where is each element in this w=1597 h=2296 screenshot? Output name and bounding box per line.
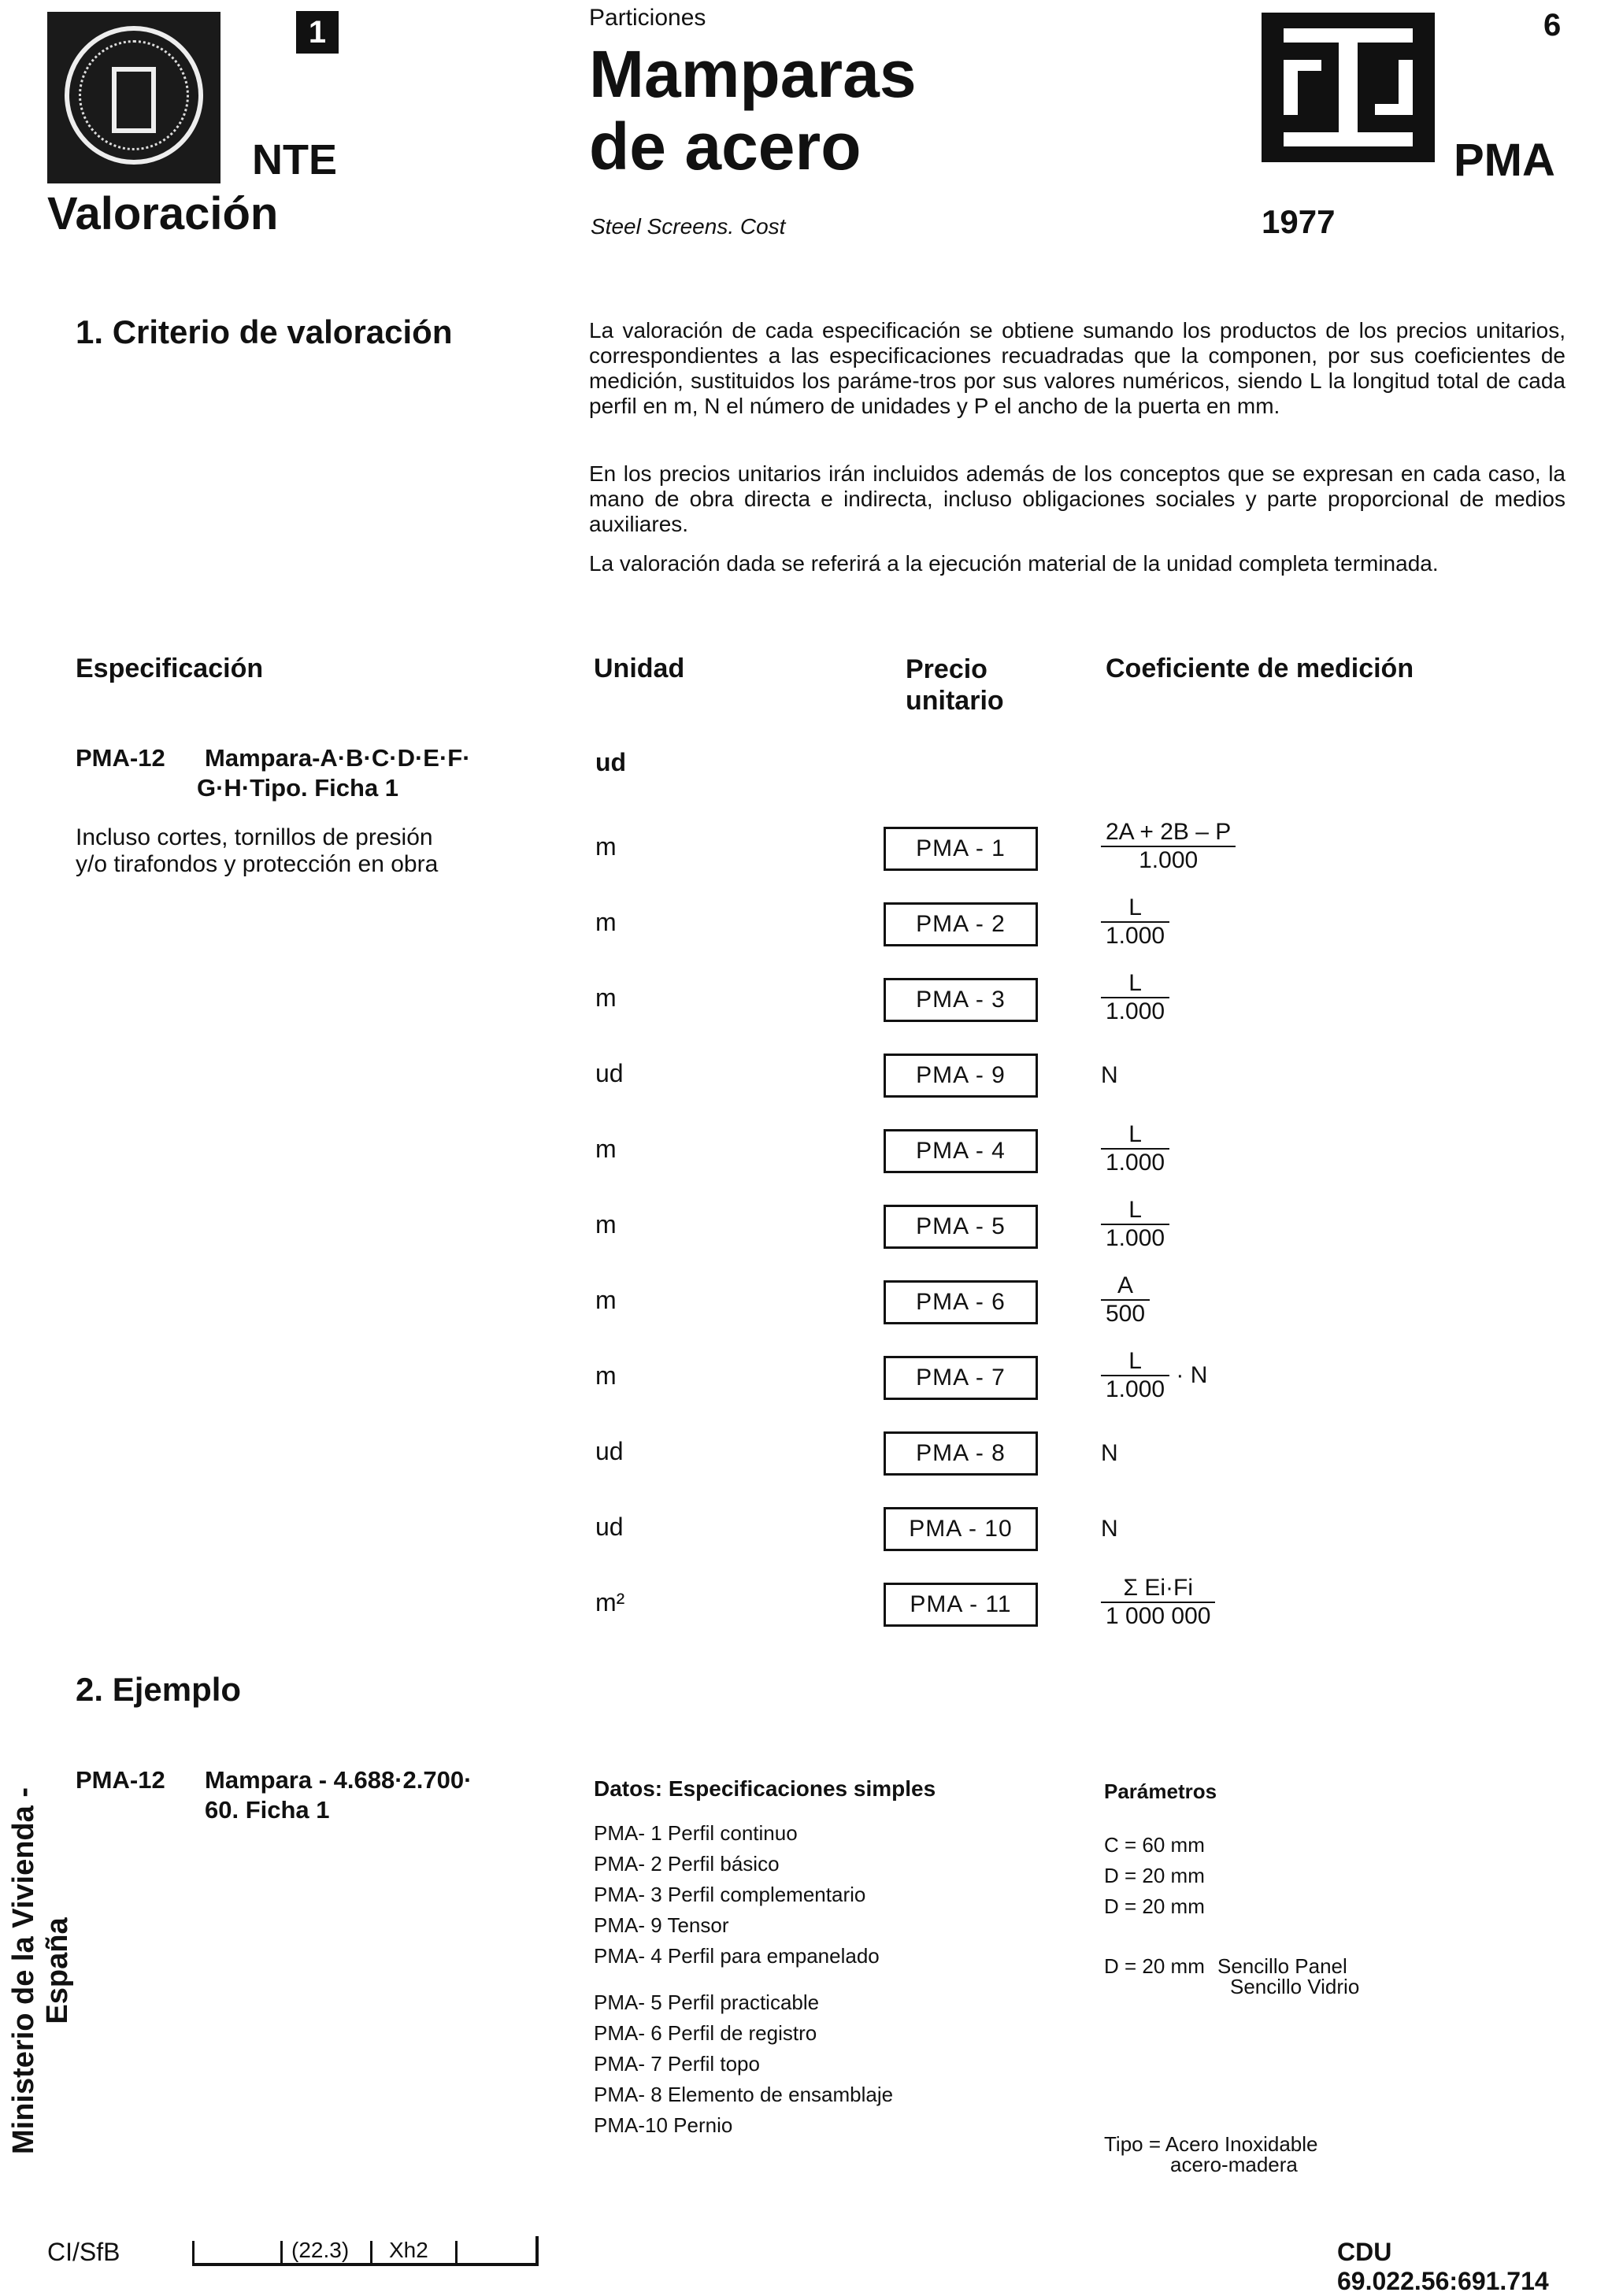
row-coefficient: $\frac{\text{Σ Ei·Fi}}{1 000 000}$ [1101, 1575, 1215, 1630]
page-category: Valoración [47, 188, 279, 239]
list-item: PMA- 6 Perfil de registro [594, 2021, 817, 2045]
bar-tick [370, 2241, 372, 2265]
criterio-heading: 1. Criterio de valoración [76, 313, 453, 350]
includes-line-2: y/o tirafondos y protección en obra [76, 851, 439, 877]
row-unit: ud [595, 1059, 624, 1087]
nte-label: NTE [252, 136, 337, 183]
row-unit: m [595, 1135, 617, 1163]
list-item: D = 20 mm [1104, 1864, 1205, 1887]
param-note-2: Sencillo Vidrio [1230, 1975, 1360, 1998]
classification-bar [192, 2263, 539, 2266]
col-especificacion: Especificación [76, 654, 264, 683]
ejemplo-spec-title [76, 1765, 472, 1795]
datos-list [594, 1818, 893, 2141]
col-unidad: Unidad [594, 654, 685, 683]
parametro-d-note [1104, 1954, 1360, 1998]
spec-line-1: Mampara-A·B·C·D·E·F· [205, 744, 471, 772]
ministry-seal-logo [47, 12, 220, 183]
row-unit: m [595, 1210, 617, 1239]
bar-tick [280, 2241, 283, 2265]
row-coefficient: $\frac{L}{1.000}$ · N [1101, 1348, 1207, 1403]
list-item: PMA- 8 Elemento de ensamblaje [594, 2083, 894, 2106]
spec-includes [76, 824, 540, 878]
title-line-1: Mamparas [589, 37, 917, 111]
list-item: PMA- 1 Perfil continuo [594, 1821, 798, 1845]
list-item: PMA- 4 Perfil para empanelado [594, 1944, 880, 1968]
cisfb-label: CI/SfB [47, 2238, 120, 2266]
row-unit: ud [595, 1513, 624, 1541]
row-unit: m [595, 832, 617, 861]
page-title [589, 38, 917, 183]
row-coefficient: $\frac{L}{1.000}$ [1101, 894, 1169, 950]
document-code: PMA [1454, 135, 1555, 186]
tipo-line-1: Tipo = Acero Inoxidable [1104, 2132, 1318, 2156]
param-d: D = 20 mm [1104, 1954, 1205, 1978]
row-coefficient: $\frac{L}{1.000}$ [1101, 970, 1169, 1025]
row-price-code: PMA - 11 [884, 1583, 1038, 1627]
classification-2: Xh2 [389, 2238, 428, 2262]
row-price-code: PMA - 4 [884, 1129, 1038, 1173]
row-price-code: PMA - 10 [884, 1507, 1038, 1551]
col-precio-line-2: unitario [906, 686, 1004, 716]
year: 1977 [1262, 203, 1336, 240]
row-price-code: PMA - 5 [884, 1205, 1038, 1249]
row-price-code: PMA - 8 [884, 1431, 1038, 1476]
ejemplo-heading: 2. Ejemplo [76, 1671, 242, 1708]
tipo-note [1104, 2134, 1318, 2175]
row-price-code: PMA - 1 [884, 827, 1038, 871]
row-unit: m [595, 908, 617, 936]
section-name: Particiones [589, 5, 706, 31]
page-number: 6 [1543, 8, 1562, 43]
list-item: PMA- 2 Perfil básico [594, 1852, 780, 1876]
row-coefficient: $\frac{2A + 2B - P}{1.000}$ [1101, 819, 1236, 874]
criterio-paragraph-1: La valoración de cada especificación se obtiene sumando los productos de los precios unitarios, correspondientes a las especificaciones recuadradas que la componen, por sus coeficientes de medición, sustituidos los paráme-tros por sus valores numéricos, siendo L la longitud total de cada perfil en m, N el número de unidades y P el ancho de la puerta en mm. [589, 318, 1566, 418]
col-precio-line-1: Precio [906, 654, 987, 684]
row-unit: m [595, 983, 617, 1012]
classification-1: (22.3) [291, 2238, 350, 2262]
row-unit: ud [595, 1437, 624, 1465]
list-item: PMA- 9 Tensor [594, 1913, 729, 1937]
row-price-code: PMA - 2 [884, 902, 1038, 946]
row-price-code: PMA - 7 [884, 1356, 1038, 1400]
ejemplo-spec-line-1: Mampara - 4.688·2.700· [205, 1766, 472, 1794]
datos-heading: Datos: Especificaciones simples [594, 1776, 936, 1801]
parametros-list [1104, 1830, 1205, 1922]
row-coefficient: $\frac{L}{1.000}$ [1101, 1121, 1169, 1176]
bar-tick [455, 2241, 458, 2265]
row-coefficient: N [1101, 1440, 1118, 1466]
list-item: PMA- 5 Perfil practicable [594, 1990, 820, 2014]
list-item: PMA- 3 Perfil complementario [594, 1883, 866, 1906]
row-coefficient: N [1101, 1062, 1118, 1088]
list-item: D = 20 mm [1104, 1894, 1205, 1918]
row-price-code: PMA - 9 [884, 1054, 1038, 1098]
cdu-code: CDU 69.022.56:691.714 [1337, 2238, 1549, 2295]
row-coefficient: N [1101, 1516, 1118, 1542]
list-item: PMA- 7 Perfil topo [594, 2052, 760, 2076]
tipo-line-2: acero-madera [1170, 2153, 1298, 2176]
row-unit: m [595, 1286, 617, 1314]
param-note-1: Sencillo Panel [1217, 1954, 1347, 1978]
spec-code: PMA-12 [76, 744, 165, 772]
title-line-2: de acero [589, 109, 861, 183]
english-subtitle: Steel Screens. Cost [591, 214, 786, 239]
row-price-code: PMA - 3 [884, 978, 1038, 1022]
pma-logo [1262, 13, 1435, 162]
row-unit: m [595, 1361, 617, 1390]
col-coeficiente: Coeficiente de medición [1106, 654, 1414, 683]
list-item: C = 60 mm [1104, 1833, 1205, 1857]
row-coefficient: $\frac{A}{500}$ [1101, 1272, 1150, 1328]
criterio-paragraph-3: La valoración dada se referirá a la ejecución material de la unidad completa terminada. [589, 551, 1439, 576]
bar-tick [535, 2236, 539, 2266]
row-coefficient: $\frac{L}{1.000}$ [1101, 1197, 1169, 1252]
spec-unit: ud [595, 748, 627, 776]
list-item: PMA-10 Pernio [594, 2113, 733, 2137]
col-precio-unitario [906, 654, 1004, 717]
row-unit: m² [595, 1588, 625, 1616]
spec-line-2: G·H·Tipo. Ficha 1 [197, 774, 399, 802]
spec-title [76, 743, 471, 773]
bar-tick [192, 2241, 195, 2265]
ejemplo-spec-code: PMA-12 [76, 1766, 165, 1794]
includes-line-1: Incluso cortes, tornillos de presión [76, 824, 433, 850]
ministry-vertical-label: Ministerio de la Vivienda - España [7, 1787, 74, 2154]
ejemplo-spec-line-2: 60. Ficha 1 [205, 1796, 330, 1824]
parametros-heading: Parámetros [1104, 1779, 1217, 1803]
criterio-paragraph-2: En los precios unitarios irán incluidos además de los conceptos que se expresan en cada caso, la mano de obra directa e indirecta, incluso obligaciones sociales y parte proporcional de medios auxiliares. [589, 461, 1566, 536]
row-price-code: PMA - 6 [884, 1280, 1038, 1324]
section-badge: 1 [296, 11, 339, 54]
